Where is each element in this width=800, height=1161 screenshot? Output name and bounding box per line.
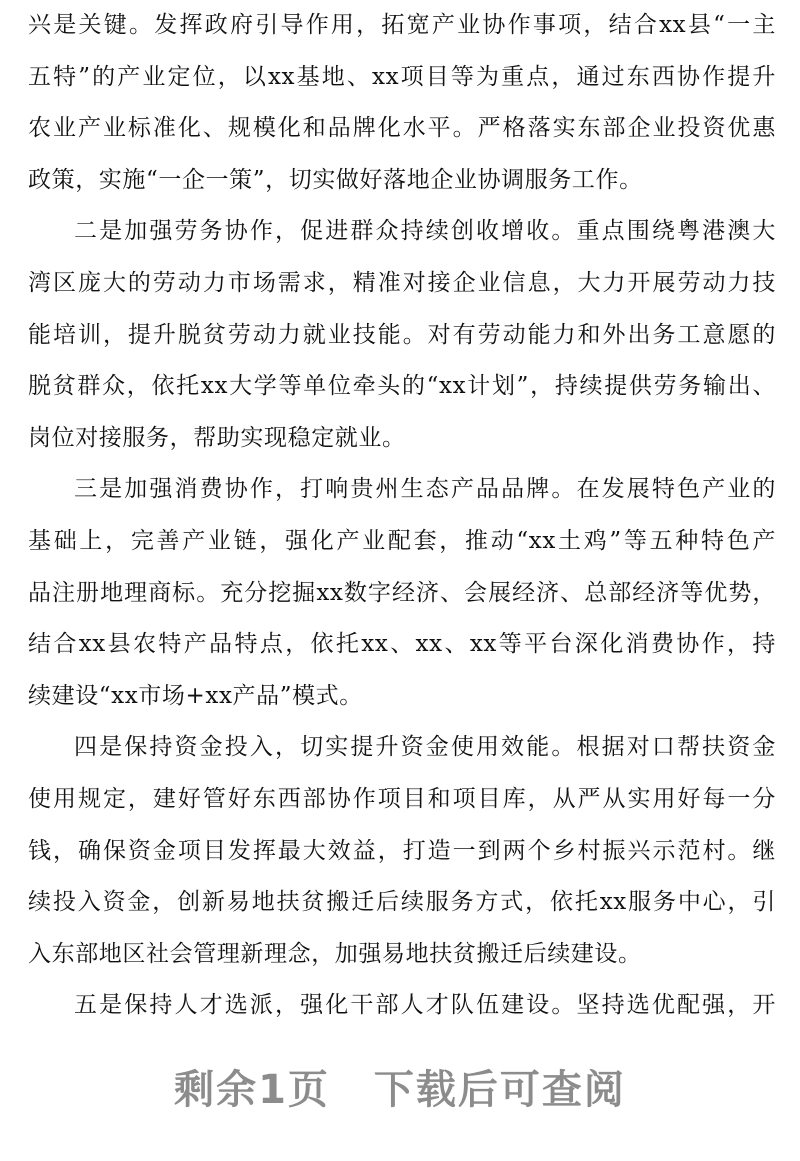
paragraph-start-line: 四是保持资金投入，切实提升资金使用效能。根据对口帮扶资金 — [74, 734, 776, 761]
text-line: 结合xx县农特产品特点，依托xx、xx、xx等平台深化消费协作，持 — [28, 631, 776, 658]
text-line: 续建设“xx市场+xx产品”模式。 — [28, 682, 363, 709]
paragraph-start-line: 五是保持人才选派，强化干部人才队伍建设。坚持选优配强，开 — [74, 992, 776, 1019]
paragraph-start-line: 二是加强劳务协作，促进群众持续创收增收。重点围绕粤港澳大 — [74, 218, 776, 245]
document-body — [28, 0, 776, 1032]
text-line: 五特”的产业定位，以xx基地、xx项目等为重点，通过东西协作提升 — [28, 63, 776, 90]
text-line: 岗位对接服务，帮助实现稳定就业。 — [28, 424, 406, 451]
download-prompt[interactable] — [0, 1058, 800, 1115]
text-line: 钱，确保资金项目发挥最大效益，打造一到两个乡村振兴示范村。继 — [28, 837, 776, 864]
text-line: 入东部地区社会管理新理念，加强易地扶贫搬迁后续建设。 — [28, 940, 642, 967]
text-line: 续投入资金，创新易地扶贫搬迁后续服务方式，依托xx服务中心，引 — [28, 889, 776, 916]
download-to-read-label: 下载后可查阅 — [373, 1067, 626, 1113]
paragraph-start-line: 三是加强消费协作，打响贵州生态产品品牌。在发展特色产业的 — [74, 476, 776, 503]
text-line: 品注册地理商标。充分挖掘xx数字经济、会展经济、总部经济等优势， — [28, 579, 776, 606]
remaining-pages-label: 剩余1页 — [174, 1067, 330, 1113]
text-line: 湾区庞大的劳动力市场需求，精准对接企业信息，大力开展劳动力技 — [28, 269, 776, 296]
text-line: 能培训，提升脱贫劳动力就业技能。对有劳动能力和外出务工意愿的 — [28, 321, 776, 348]
text-line: 使用规定，建好管好东西部协作项目和项目库，从严从实用好每一分 — [28, 785, 776, 812]
text-line: 基础上，完善产业链，强化产业配套，推动“xx土鸡”等五种特色产 — [28, 527, 776, 554]
text-line: 政策，实施“一企一策”，切实做好落地企业协调服务工作。 — [28, 166, 643, 193]
text-line: 农业产业标准化、规模化和品牌化水平。严格落实东部企业投资优惠 — [28, 115, 776, 142]
text-line: 脱贫群众，依托xx大学等单位牵头的“xx计划”，持续提供劳务输出、 — [28, 373, 776, 400]
text-line: 兴是关键。发挥政府引导作用，拓宽产业协作事项，结合xx县“一主 — [28, 12, 776, 38]
